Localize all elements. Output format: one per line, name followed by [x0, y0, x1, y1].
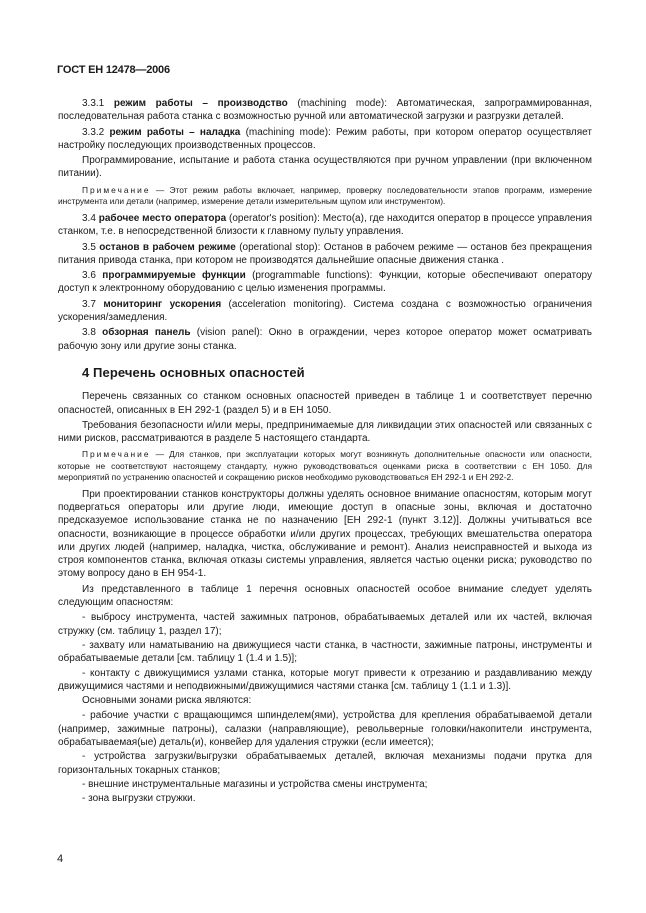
clause-term: обзорная панель [102, 327, 191, 339]
clause-text: (programmable functions): Функции, которые обеспечивают оператору доступ к электронному оборудованию с целью изменения программы. [58, 270, 592, 295]
clause-3-3-1 [58, 97, 592, 124]
note-text: — Этот режим работы включает, например, проверку последовательности этапов программ, измерение инструмента или детали (например, измерение детали измерительным щупом или инструментом). [58, 184, 592, 206]
clause-3-8 [58, 326, 592, 353]
clause-3-3-2 [58, 126, 592, 153]
clause-term: мониторинг ускорения [103, 298, 222, 310]
section-4-paragraph-4: Из представленного в таблице 1 перечня основных опасностей особое внимание следует уделять следующим опасностям: [58, 583, 592, 609]
clause-number: 3.7 [82, 298, 96, 310]
clause-3-3-2-continuation: Программирование, испытание и работа станка осуществляются при ручном управлении (при включенном питании). [58, 155, 592, 180]
clause-text: (machining mode): Автоматическая, запрограммированная, последовательная работа станка с возможностью ручной или автоматической загрузки и разгрузки деталей. [58, 98, 592, 123]
clause-number: 3.3.1 [82, 98, 105, 109]
clause-number: 3.4 [82, 212, 96, 224]
risk-zone-item: - рабочие участки с вращающимся шпинделем(ями), устройства для крепления обрабатываемой детали (например, зажимные патроны), салазки (направляющие), револьверные головки/накопители инструмента, обрабатываемая(ые) деталь(и), конвейер для удаления стружки (если имеется); [58, 710, 592, 749]
page-number: 4 [57, 853, 64, 865]
clause-number: 3.6 [82, 270, 96, 282]
clause-number: 3.3.2 [82, 126, 105, 138]
clause-text: (machining mode): Режим работы, при котором оператор осуществляет настройку последующих производственных процессов. [58, 126, 592, 151]
risk-zone-item: - внешние инструментальные магазины и устройства смены инструмента; [82, 778, 428, 790]
standard-header: ГОСТ ЕН 12478—2006 [57, 64, 170, 76]
clause-text: (operator's position): Место(а), где находится оператор в процессе управления станком, т.е. в непосредственной близости к главному пульту управления. [58, 212, 592, 238]
clause-text: (vision panel): Окно в ограждении, через которое оператор может осматривать рабочую зону или другие зоны станка. [58, 327, 592, 352]
section-4-paragraph-5: Основными зонами риска являются: [82, 695, 252, 707]
clause-3-5 [58, 241, 592, 268]
note-label: Примечание [82, 184, 151, 195]
clause-term: останов в рабочем режиме [99, 241, 236, 253]
clause-term: режим работы – производство [113, 98, 288, 109]
hazard-list-item: - выбросу инструмента, частей зажимных патронов, обрабатываемых деталей или их частей, включая стружку (см. таблицу 1, раздел 17); [58, 612, 592, 637]
note-text: — Для станков, при эксплуатации которых могут возникнуть дополнительные опасности или опасности, которые не соответствуют настоящему стандарту, нужно руководствоваться оценками риска в соответствии с ЕН 1050. Для мероприятий по устранению опасностей и сокращению рисков необходимо руководствоваться ЕН 292-1 и ЕН 292-2. [58, 449, 592, 482]
risk-zone-item: - зона выгрузки стружки. [82, 793, 196, 805]
section-4-paragraph-2: Требования безопасности и/или меры, предпринимаемые для ликвидации этих опасностей или связанных с ними рисков, рассматриваются в разделе 5 настоящего стандарта. [58, 419, 592, 445]
clause-number: 3.8 [82, 327, 96, 339]
risk-zone-item: - устройства загрузки/выгрузки обрабатываемых деталей, включая механизмы подачи прутка для горизонтальных токарных станков; [58, 751, 592, 776]
clause-text: (operational stop): Останов в рабочем режиме — останов без прекращения питания привода станка, при котором не производятся дальнейшие опасные движения станка . [58, 241, 593, 266]
hazard-list-item: - контакту с движущимися узлами станка, которые могут привести к отрезанию и раздавливанию между движущимися частями и неподвижными/движущимися частями станка [см. таблицу 1 (1.1 и 1.3)]. [58, 667, 592, 692]
clause-term: режим работы – наладка [109, 126, 241, 138]
clause-number: 3.5 [82, 241, 96, 253]
note-2 [58, 449, 592, 482]
clause-text: (acceleration monitoring). Система создана с возможностью ограничения ускорения/замедления. [58, 298, 592, 324]
note-label: Примечание [82, 449, 151, 460]
clause-term: программируемые функции [102, 270, 246, 282]
note-1 [58, 185, 592, 207]
clause-term: рабочее место оператора [98, 212, 227, 224]
section-4-paragraph-3: При проектировании станков конструкторы должны уделять основное внимание опасностям, которым могут подвергаться операторы или другие люди, имеющие доступ в опасные зоны, включая и достаточно предсказуемое использование станка не по назначению [ЕН 292-1 (пункт 3.12)]. Должны учитываться все опасности, возникающие в процессе обработки и/или других процессах, требующих вмешательства оператора или других людей (например, наладка, чистка, обслуживание и ремонт). Анализ неисправностей и выхода из строя компонентов станка, включая отказы системы управления, является частью оценки риска; руководство по этому вопросу дано в ЕН 954-1. [58, 488, 592, 580]
document-body [58, 97, 592, 807]
clause-3-7 [58, 298, 592, 325]
section-4-paragraph-1: Перечень связанных со станком основных опасностей приведен в таблице 1 и соответствует перечню опасностей, описанных в ЕН 292-1 (раздел 5) и в ЕН 1050. [58, 391, 592, 416]
hazard-list-item: - захвату или наматыванию на движущиеся части станка, в частности, зажимные патроны, инструменты и обрабатываемые детали [см. таблицу 1 (1.4 и 1.5)]; [58, 639, 592, 665]
section-4-heading: 4 Перечень основных опасностей [82, 364, 305, 380]
clause-3-4 [58, 212, 592, 239]
clause-3-6 [58, 269, 592, 296]
